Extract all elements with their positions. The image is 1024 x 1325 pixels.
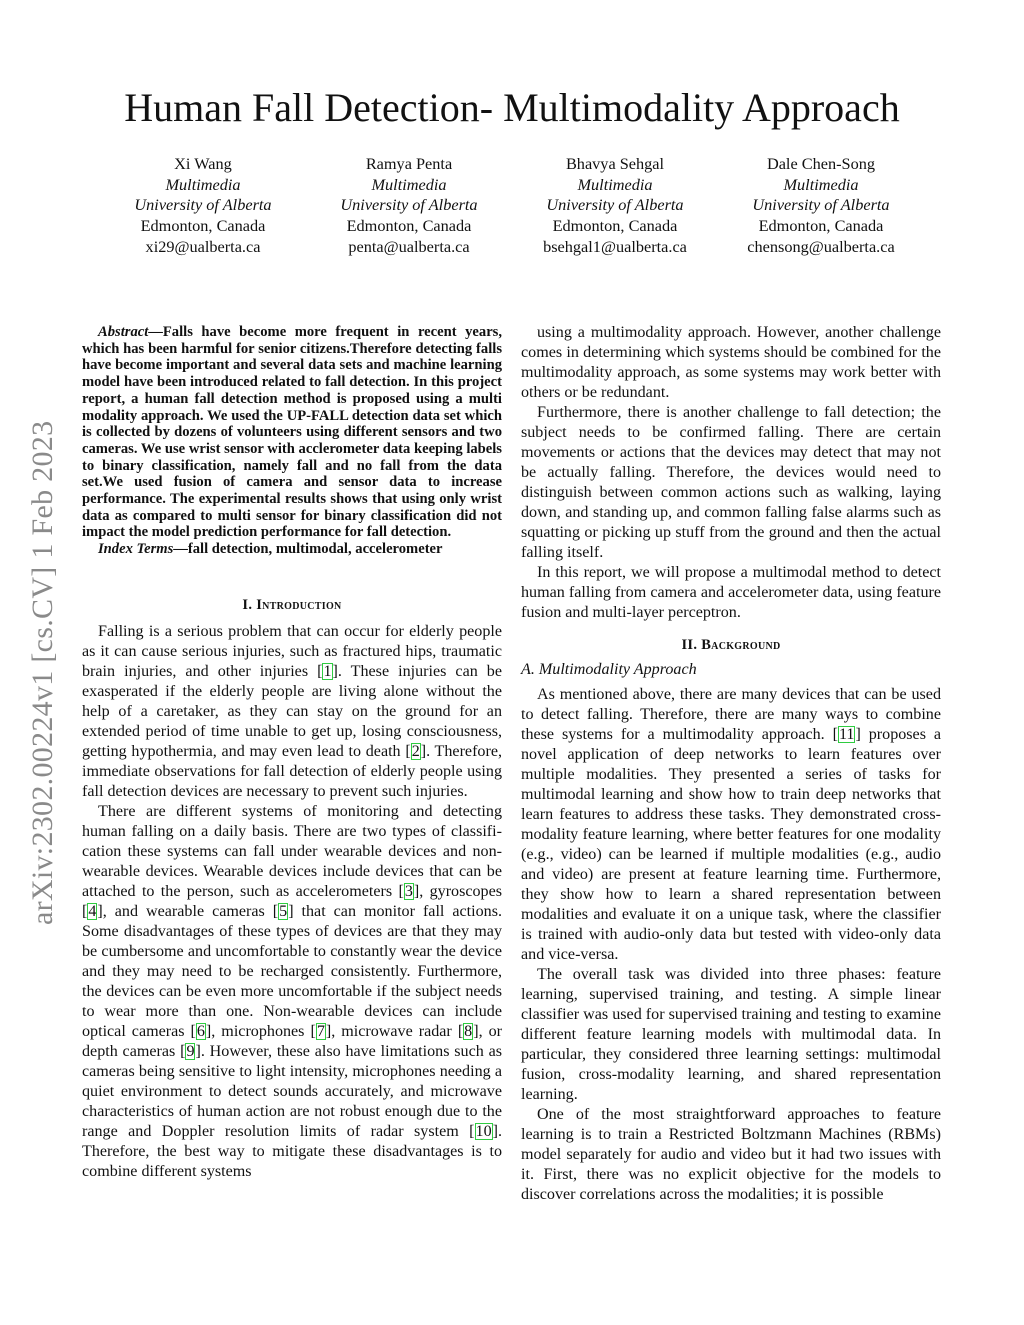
author-email: xi29@ualberta.ca bbox=[145, 236, 261, 256]
author-univ: University of Alberta bbox=[546, 195, 684, 215]
right-column bbox=[521, 323, 941, 1205]
author-dept: Multimedia bbox=[783, 174, 859, 194]
background-body bbox=[521, 685, 941, 1205]
author-location: Edmonton, Canada bbox=[346, 216, 472, 236]
author-dept: Multimedia bbox=[165, 174, 241, 194]
citation-number[interactable]: 10 bbox=[475, 1123, 492, 1140]
section-heading-background: II. Background bbox=[681, 637, 781, 653]
introduction-continued bbox=[521, 323, 941, 623]
author-block bbox=[100, 154, 924, 258]
citation-number[interactable]: 3 bbox=[404, 883, 413, 900]
citation-link[interactable]: [7] bbox=[310, 1023, 332, 1040]
arxiv-stamp: arXiv:2302.00224v1 [cs.CV] 1 Feb 2023 bbox=[26, 420, 59, 925]
author-dept: Multimedia bbox=[577, 174, 653, 194]
author-dept: Multimedia bbox=[371, 174, 447, 194]
paragraph: using a multimodality approach. However, another challenge comes in determining which systems should be combined for the multimodality approach, as some systems may work better with others or be redundant. bbox=[521, 324, 941, 401]
citation-link[interactable]: [8] bbox=[457, 1023, 479, 1040]
citation-link[interactable]: [4] bbox=[82, 903, 103, 920]
paper-title: Human Fall Detection- Multimodality Approach bbox=[124, 85, 900, 130]
author-email: penta@ualberta.ca bbox=[348, 236, 470, 256]
author-email: chensong@ualberta.ca bbox=[747, 236, 895, 256]
author-2 bbox=[512, 154, 718, 258]
index-terms-label: Index Terms bbox=[98, 541, 174, 558]
citation-link[interactable]: [6] bbox=[190, 1023, 212, 1040]
citation-number[interactable]: 7 bbox=[316, 1023, 325, 1040]
abstract-label: Abstract bbox=[98, 324, 149, 340]
author-0 bbox=[100, 154, 306, 258]
paragraph: In this report, we will propose a multimodal method to detect human falling from camera and accelerometer data, using feature fusion and multi-layer perceptron. bbox=[521, 564, 941, 621]
author-name: Dale Chen-Song bbox=[766, 154, 876, 173]
paragraph: There are different systems of monitoring and detecting human falling on a daily basis. There are two types of classification these systems can fall under wearable devices and non-wearable devices. Wearable devices include devices that can be attached to the person, such as accelerometers [3], gyroscopes [4], and wearable cameras [5] that can monitor fall actions. Some disadvantages of these types of devices are that they may be cumbersome and uncomfortable to constantly wear the device and they may need to be recharged consistently. Furthermore, the devices can be even more uncomfortable if the subject needs to wear more than one. Non-wearable devices can include optical cameras [6], microphones [7], microwave radar [8], or depth cameras [9]. However, these also have limitations such as cameras being sensitive to light intensity, microphones needing a quiet environment to detect sounds accurately, and microwave characteristics of human action are not robust enough due to the range and Doppler resolution limits of radar system [10]. Therefore, the best way to mitigate these disadvantages is to combine different systems bbox=[82, 803, 503, 1180]
author-3 bbox=[718, 154, 924, 258]
citation-link[interactable]: [5] bbox=[272, 903, 294, 920]
paragraph: Furthermore, there is another challenge to fall detection; the subject needs to be confirmed falling. There are certain movements or actions that the devices may detect that may not be actually falling. Therefore, the devices would need to distinguish between common actions such as walking, laying down, and standing up, and common falling false alarms such as squatting or picking up stuff from the ground and then the actual falling itself. bbox=[521, 404, 941, 561]
index-terms-text: —fall detection, multimodal, accelerometer bbox=[173, 541, 443, 558]
author-name: Ramya Penta bbox=[365, 154, 453, 173]
paragraph: As mentioned above, there are many devices that can be used to detect falling. Therefore, there are many ways to combine these systems for a multimodality approach. [11] proposes a novel application of deep networks to learn features over multiple modalities. They presented a series of tasks for multimodal learning and show how to train deep networks that learn features to address these tasks. They demonstrated cross-modality feature learning, where better features for one modality (e.g., video) can be learned if multiple modalities (e.g., audio and video) are present at feature learning time. Furthermore, they show how to learn a shared representation between modalities and evaluate it on a unique task, where the classifier is trained with audio-only data but tested with video-only data and vice-versa. bbox=[521, 686, 942, 963]
citation-number[interactable]: 4 bbox=[88, 903, 97, 920]
citation-number[interactable]: 1 bbox=[323, 663, 332, 680]
paragraph: Falling is a serious problem that can occur for elderly people as it can cause serious injuries, such as fractured hips, traumatic brain injuries, and other injuries [1]. These injuries can be exasperated if the elderly people are living alone without the help of a caretaker, as they can stay on the ground for an extended period of time unable to get up, losing consciousness, getting hypothermia, and may even lead to death [2]. Therefore, immediate observations for fall detection of elderly people using fall detection devices are necessary to prevent such injuries. bbox=[82, 623, 503, 800]
citation-link[interactable]: [9] bbox=[180, 1043, 201, 1060]
citation-link[interactable]: [11] bbox=[832, 726, 861, 743]
author-name: Bhavya Sehgal bbox=[565, 154, 665, 173]
author-1 bbox=[306, 154, 512, 258]
author-location: Edmonton, Canada bbox=[552, 216, 678, 236]
citation-number[interactable]: 8 bbox=[464, 1023, 473, 1040]
paragraph: One of the most straightforward approaches to feature learning is to train a Restricted Boltzmann Machines (RBMs) model separately for audio and video but it had two issues with it. First, there was no explicit objective for the models to discover correlations across the modalities; it is possible bbox=[521, 1106, 941, 1203]
author-location: Edmonton, Canada bbox=[140, 216, 266, 236]
citation-link[interactable]: [1] bbox=[317, 663, 338, 680]
author-email: bsehgal1@ualberta.ca bbox=[543, 236, 687, 256]
author-univ: University of Alberta bbox=[340, 195, 478, 215]
citation-number[interactable]: 5 bbox=[279, 903, 288, 920]
left-column bbox=[82, 597, 502, 1182]
author-univ: University of Alberta bbox=[752, 195, 890, 215]
abstract bbox=[82, 324, 502, 558]
introduction-body bbox=[82, 622, 502, 1182]
author-univ: University of Alberta bbox=[134, 195, 272, 215]
author-name: Xi Wang bbox=[174, 154, 232, 173]
author-location: Edmonton, Canada bbox=[758, 216, 884, 236]
citation-number[interactable]: 11 bbox=[838, 726, 855, 743]
citation-number[interactable]: 2 bbox=[411, 743, 420, 760]
citation-link[interactable]: [10] bbox=[469, 1123, 498, 1140]
subsection-heading: A. Multimodality Approach bbox=[521, 661, 697, 678]
abstract-text: —Falls have become more frequent in recent years, which has been harmful for senior citizens.Therefore detecting falls have become important and several data sets and machine learning model have been introduced related to fall detection. In this project report, a human fall detection method is proposed using a multi modality approach. We used the UP-FALL detection data set which is collected by dozens of volunteers using different sensors and two cameras. We use wrist sensor with acclerometer data keeping labels to binary classification, namely fall and no fall from the data set.We used fusion of camera and sensor data to increase performance. The experimental results shows that using only wrist data as compared to multi sensor for binary classification did not impact the model prediction performance for fall detection. bbox=[82, 324, 502, 541]
section-heading-introduction: I. Introduction bbox=[242, 597, 342, 613]
paragraph: The overall task was divided into three phases: feature learning, supervised training, and testing. A simple linear classifier was used for supervised training and testing to examine different feature learning models with multimodal data. In particular, they considered three learning settings: multimodal fusion, cross-modality learning, and shared representation learning. bbox=[521, 966, 941, 1103]
citation-link[interactable]: [2] bbox=[405, 743, 427, 760]
citation-link[interactable]: [3] bbox=[398, 883, 420, 900]
citation-number[interactable]: 9 bbox=[186, 1043, 195, 1060]
citation-number[interactable]: 6 bbox=[196, 1023, 205, 1040]
